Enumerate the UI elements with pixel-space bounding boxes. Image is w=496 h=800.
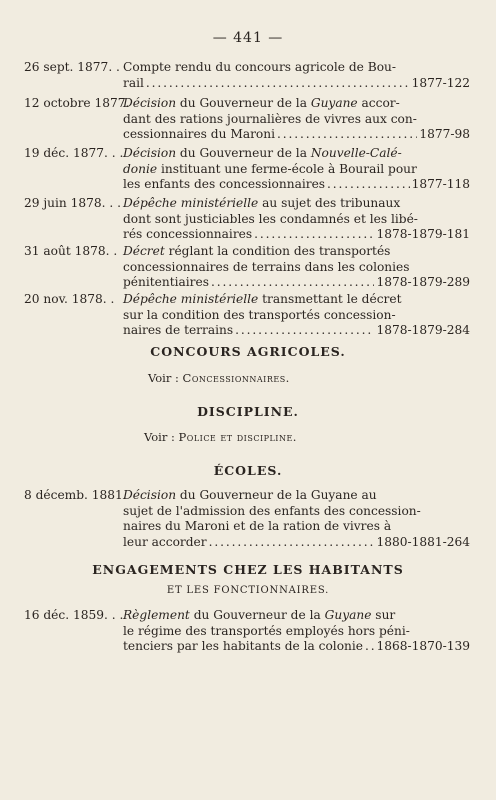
entry-text: réglant la condition des transportés bbox=[164, 244, 391, 258]
entry-text: le régime des transportés employés hors péni- bbox=[123, 623, 410, 638]
section-heading: ÉCOLES. bbox=[213, 463, 283, 478]
entry-act-type: Décision bbox=[123, 146, 177, 160]
list-item bbox=[20, 60, 470, 91]
cross-reference bbox=[148, 371, 290, 385]
entry-act-type: Décision bbox=[123, 488, 177, 502]
entry-reference: 1878-1879-284 bbox=[376, 323, 470, 338]
dot-leader bbox=[254, 227, 374, 243]
list-item bbox=[20, 292, 470, 339]
list-item bbox=[20, 146, 470, 193]
list-item bbox=[20, 488, 470, 550]
entry-act-type: Décision bbox=[123, 96, 177, 110]
entry-text: accor- bbox=[357, 96, 400, 110]
see-target: Concessionnaires. bbox=[182, 371, 290, 385]
entry-reference: 1868-1870-139 bbox=[376, 639, 470, 654]
section-subheading: ET LES FONCTIONNAIRES. bbox=[166, 585, 330, 596]
entry-text: tenciers par les habitants de la colonie bbox=[123, 639, 363, 654]
entry-text: concessionnaires de terrains dans les colonies bbox=[123, 259, 410, 274]
entry-text: au sujet des tribunaux bbox=[258, 196, 401, 210]
entry-text: Compte rendu du concours agricole de Bou- bbox=[123, 60, 397, 74]
entry-reference: 1878-1879-289 bbox=[376, 275, 470, 290]
entry-text: transmettant le décret bbox=[258, 292, 402, 306]
entry-text: les enfants des concessionnaires bbox=[123, 177, 326, 192]
page-number: — 441 — bbox=[212, 30, 284, 46]
list-item bbox=[20, 196, 470, 243]
entry-date: 26 sept. 1877. . bbox=[24, 60, 120, 74]
dot-leader bbox=[146, 76, 410, 92]
entry-text: du Gouverneur de la bbox=[176, 146, 311, 160]
entry-text: naires du Maroni et de la ration de vivres à bbox=[123, 519, 392, 534]
dot-leader bbox=[327, 177, 410, 193]
dot-leader bbox=[209, 535, 375, 551]
entry-text: sujet de l'admission des enfants des concession- bbox=[123, 503, 421, 518]
entry-act-type: Décret bbox=[123, 244, 165, 258]
entry-date: 16 déc. 1859. . . bbox=[24, 608, 124, 622]
entry-date: 20 nov. 1878. . bbox=[24, 292, 115, 306]
dot-leader bbox=[277, 127, 417, 143]
entry-text: cessionnaires du Maroni bbox=[123, 127, 275, 142]
entry-text: pénitentiaires bbox=[123, 275, 209, 290]
section-heading: CONCOURS AGRICOLES. bbox=[150, 344, 346, 359]
entry-reference: 1877-118 bbox=[411, 177, 470, 192]
list-item bbox=[20, 244, 470, 291]
see-label: Voir : bbox=[144, 430, 175, 444]
entry-reference: 1877-98 bbox=[419, 127, 470, 142]
entry-text: naires de terrains bbox=[123, 323, 234, 338]
dot-leader bbox=[235, 323, 374, 339]
entry-text: du Gouverneur de la bbox=[189, 608, 325, 622]
list-item bbox=[20, 96, 470, 143]
entry-date: 8 décemb. 1881. bbox=[24, 488, 127, 502]
entry-act-type: Dépêche ministérielle bbox=[123, 292, 259, 306]
entry-date: 12 octobre 1877. bbox=[24, 96, 130, 110]
entry-date: 19 déc. 1877. . . bbox=[24, 146, 124, 160]
entry-text: rés concessionnaires bbox=[123, 227, 253, 242]
entry-text: du Gouverneur de la bbox=[176, 96, 311, 110]
entry-text: Guyane bbox=[324, 608, 372, 622]
entry-act-type: Règlement bbox=[123, 608, 190, 622]
entry-reference: 1880-1881-264 bbox=[376, 534, 470, 549]
entry-text: sur bbox=[371, 608, 396, 622]
list-item bbox=[20, 608, 470, 655]
entry-date: 31 août 1878. . bbox=[24, 244, 118, 258]
entry-text: donie bbox=[123, 161, 158, 176]
cross-reference bbox=[144, 430, 297, 444]
entry-date: 29 juin 1878. . . bbox=[24, 196, 122, 210]
see-target: Police et discipline. bbox=[178, 430, 297, 444]
dot-leader bbox=[365, 639, 374, 655]
entry-text: dant des rations journalières de vivres aux con- bbox=[123, 111, 417, 126]
entry-text: du Gouverneur de la Guyane au bbox=[176, 488, 377, 502]
entry-text: sur la condition des transportés concession- bbox=[123, 307, 396, 322]
entry-text: Guyane bbox=[310, 96, 358, 110]
dot-leader bbox=[211, 275, 374, 291]
entry-reference: 1878-1879-181 bbox=[376, 227, 470, 242]
entry-text: rail bbox=[123, 75, 144, 90]
entry-text: dont sont justiciables les condamnés et les libé- bbox=[123, 211, 418, 226]
entry-text: instituant une ferme-école à Bourail pour bbox=[157, 161, 417, 176]
see-label: Voir : bbox=[148, 371, 179, 385]
entry-reference: 1877-122 bbox=[411, 75, 470, 90]
entry-act-type: Dépêche ministérielle bbox=[123, 196, 259, 210]
entry-text: Nouvelle-Calé- bbox=[310, 146, 402, 160]
entry-text: leur accorder bbox=[123, 534, 207, 549]
section-heading: ENGAGEMENTS CHEZ LES HABITANTS bbox=[92, 562, 404, 577]
section-heading: DISCIPLINE. bbox=[197, 404, 299, 419]
